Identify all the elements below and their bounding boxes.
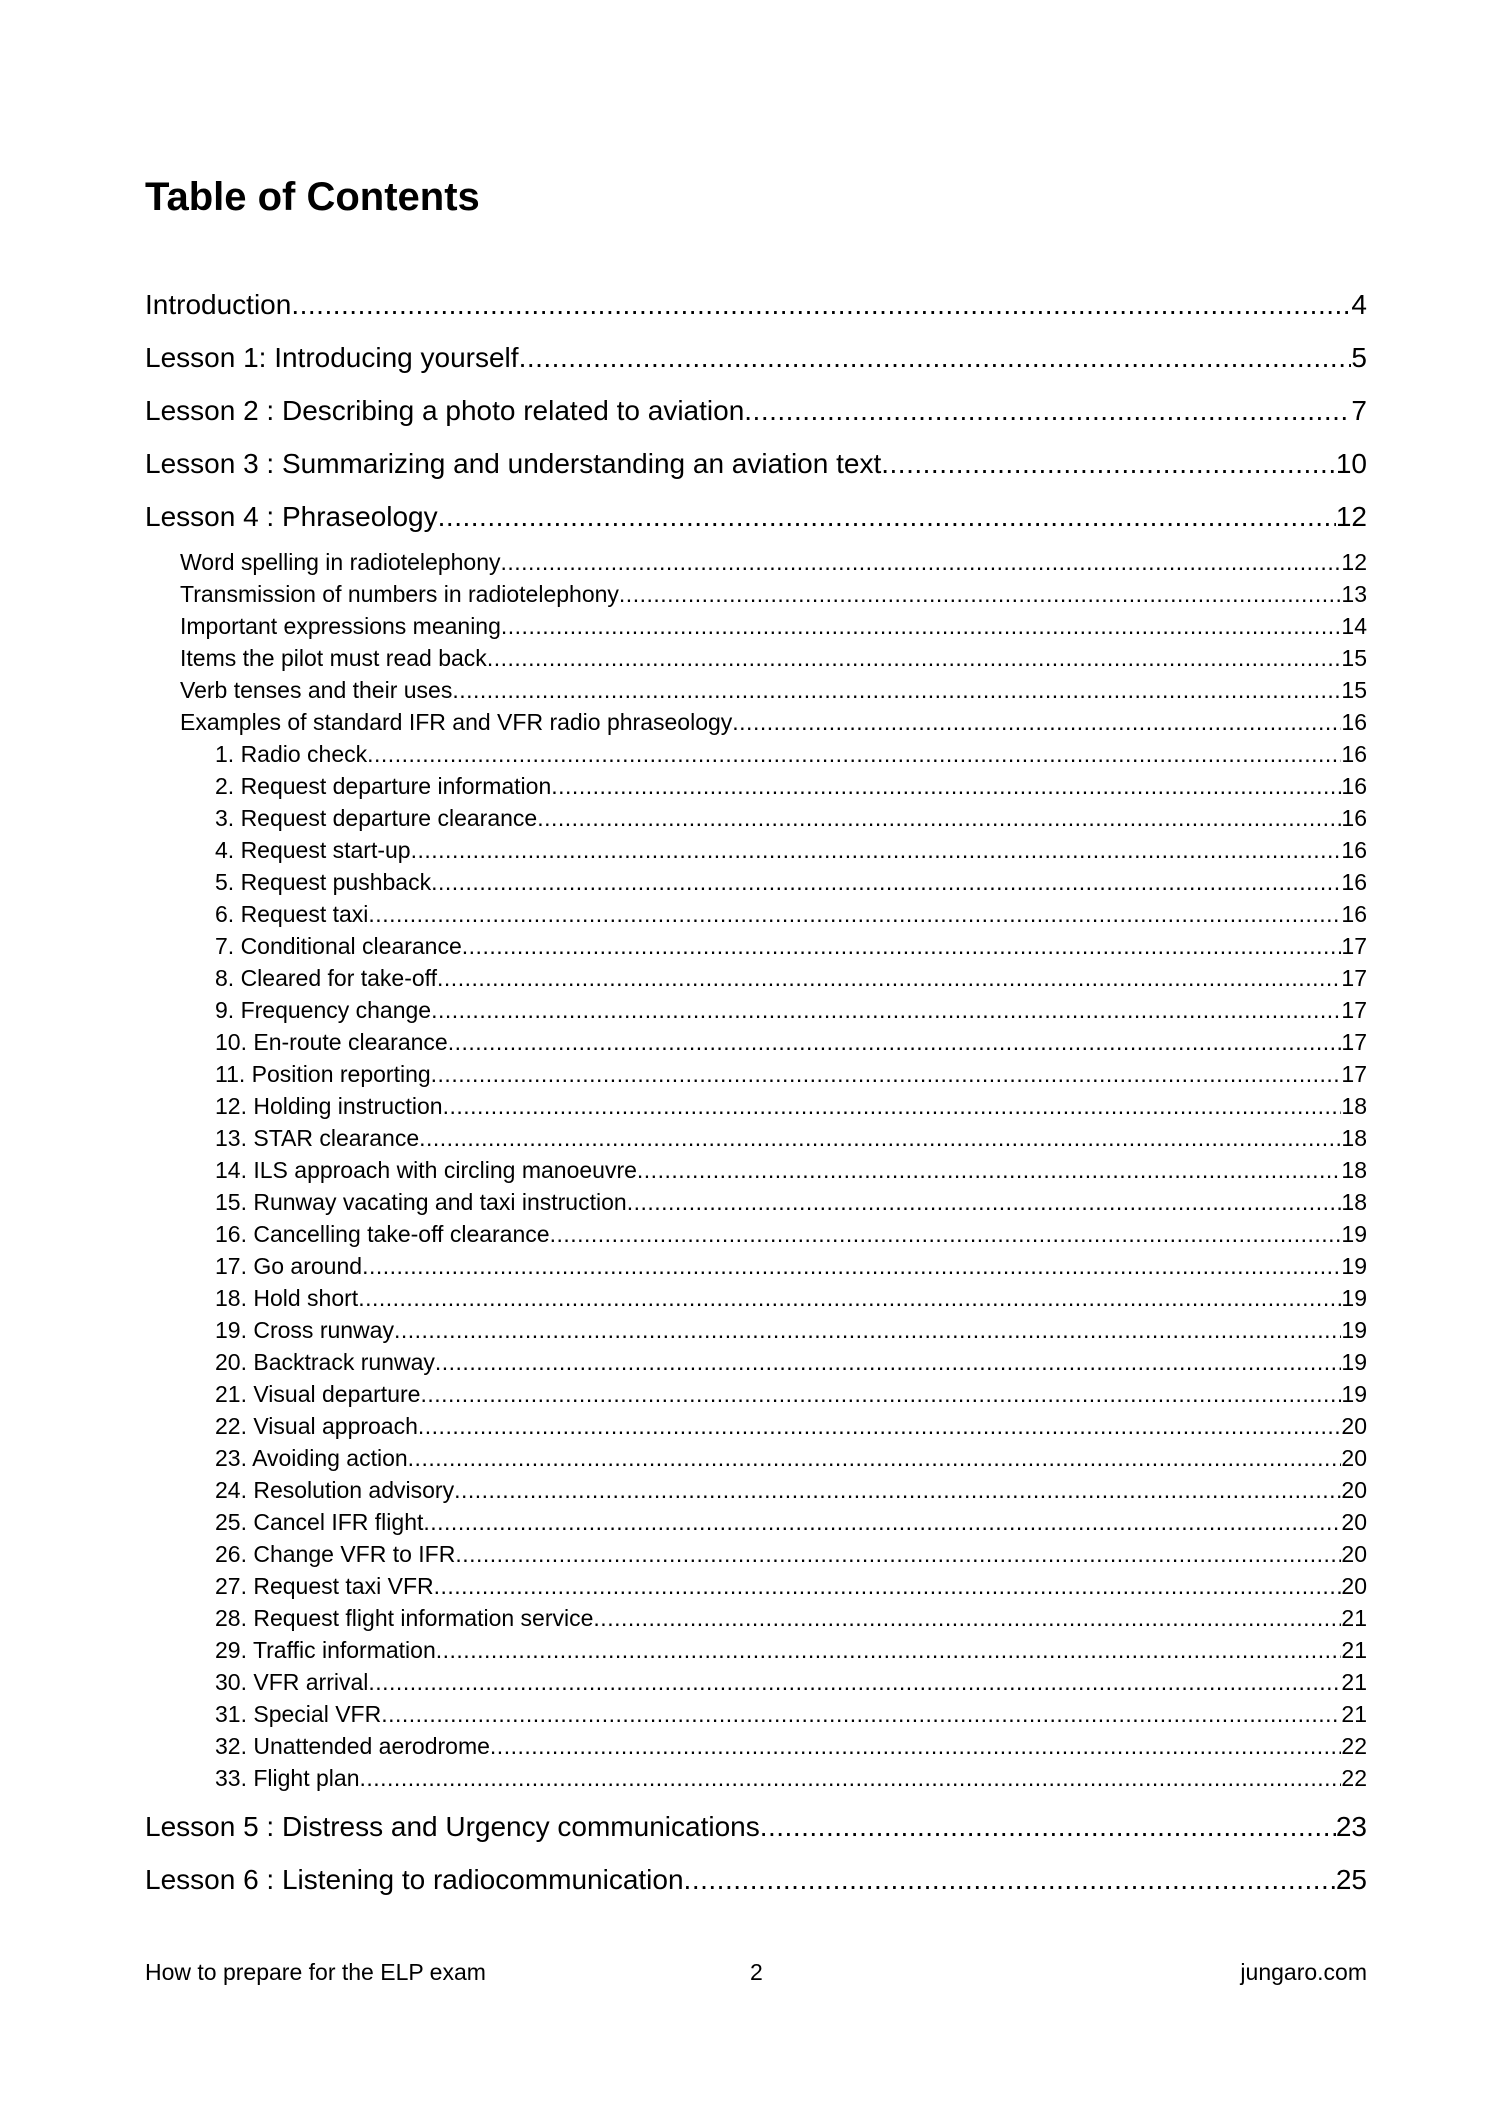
dot-leader [454,1474,1341,1506]
page-title: Table of Contents [145,175,480,219]
toc-entry-level-3[interactable] [145,1218,1367,1250]
toc-entry-label: 7. Conditional clearance [215,933,462,959]
dot-leader [551,770,1341,802]
toc-entry-label: 24. Resolution advisory [215,1477,455,1503]
dot-leader [487,642,1342,674]
toc-entry-level-3[interactable] [145,962,1367,994]
toc-entry-level-3[interactable] [145,1698,1367,1730]
toc-entry-page-number: 19 [1341,1349,1367,1375]
toc-entry-level-3[interactable] [145,866,1367,898]
toc-entry-label: 27. Request taxi VFR [215,1573,434,1599]
toc-entry-label: 6. Request taxi [215,901,369,927]
toc-entry-level-1[interactable] [145,490,1367,543]
toc-entry-level-3[interactable] [145,1634,1367,1666]
toc-entry-page-number: 21 [1341,1637,1367,1663]
dot-leader [431,994,1341,1026]
toc-entry-label: 31. Special VFR [215,1701,382,1727]
dot-leader [684,1853,1336,1906]
toc-entry-level-1[interactable] [145,1800,1367,1853]
toc-entry-page-number: 18 [1341,1093,1367,1119]
toc-entry-level-3[interactable] [145,1442,1367,1474]
toc-entry-level-1[interactable] [145,278,1367,331]
toc-entry-label: 12. Holding instruction [215,1093,443,1119]
toc-entry-level-2[interactable] [145,546,1367,578]
toc-entry-label: 3. Request departure clearance [215,805,538,831]
toc-entry-page-number: 16 [1341,869,1367,895]
toc-entry-level-3[interactable] [145,1730,1367,1762]
toc-entry-page-number: 20 [1341,1445,1367,1471]
toc-entry-label: 30. VFR arrival [215,1669,369,1695]
toc-entry-level-3[interactable] [145,1250,1367,1282]
toc-entry-level-1[interactable] [145,437,1367,490]
toc-entry-page-number: 5 [1351,342,1367,373]
footer-website: jungaro.com [1240,1959,1367,1985]
dot-leader [420,1378,1341,1410]
dot-leader [490,1730,1341,1762]
toc-entry-page-number: 20 [1341,1541,1367,1567]
toc-entry-page-number: 22 [1341,1733,1367,1759]
dot-leader [362,1250,1341,1282]
dot-leader [431,1058,1342,1090]
toc-entry-level-2[interactable] [145,706,1367,738]
table-of-contents [145,278,1367,1906]
dot-leader [434,1570,1342,1602]
toc-entry-page-number: 21 [1341,1701,1367,1727]
toc-entry-page-number: 18 [1341,1189,1367,1215]
dot-leader [452,674,1341,706]
dot-leader [411,834,1342,866]
toc-entry-level-3[interactable] [145,1090,1367,1122]
dot-leader [455,1538,1341,1570]
dot-leader [593,1602,1341,1634]
toc-entry-level-1[interactable] [145,331,1367,384]
toc-entry-page-number: 25 [1335,1864,1367,1895]
toc-entry-level-3[interactable] [145,802,1367,834]
toc-entry-level-3[interactable] [145,1186,1367,1218]
toc-entry-page-number: 17 [1341,1029,1367,1055]
toc-entry-page-number: 12 [1335,501,1367,532]
toc-entry-level-3[interactable] [145,930,1367,962]
toc-entry-page-number: 21 [1341,1669,1367,1695]
toc-entry-page-number: 19 [1341,1317,1367,1343]
toc-entry-label: 19. Cross runway [215,1317,394,1343]
toc-entry-label: Lesson 4 : Phraseology [145,501,438,532]
toc-entry-level-3[interactable] [145,1154,1367,1186]
toc-entry-label: 4. Request start-up [215,837,411,863]
toc-entry-label: 29. Traffic information [215,1637,436,1663]
dot-leader [408,1442,1342,1474]
dot-leader [519,331,1352,384]
dot-leader [627,1186,1342,1218]
dot-leader [443,1090,1342,1122]
toc-entry-level-3[interactable] [145,1474,1367,1506]
dot-leader [501,610,1342,642]
toc-entry-level-3[interactable] [145,994,1367,1026]
toc-entry-level-2[interactable] [145,674,1367,706]
toc-entry-label: 15. Runway vacating and taxi instruction [215,1189,627,1215]
toc-entry-label: 32. Unattended aerodrome [215,1733,490,1759]
toc-entry-page-number: 16 [1341,901,1367,927]
toc-entry-label: 28. Request flight information service [215,1605,594,1631]
dot-leader [394,1314,1341,1346]
toc-entry-page-number: 18 [1341,1125,1367,1151]
dot-leader [550,1218,1342,1250]
toc-entry-level-3[interactable] [145,1506,1367,1538]
dot-leader [423,1506,1341,1538]
toc-entry-level-3[interactable] [145,1762,1367,1794]
toc-entry-label: 17. Go around [215,1253,363,1279]
toc-entry-label: 1. Radio check [215,741,368,767]
toc-entry-level-3[interactable] [145,1282,1367,1314]
toc-entry-label: 33. Flight plan [215,1765,360,1791]
dot-leader [368,1666,1341,1698]
toc-entry-label: 11. Position reporting [215,1061,431,1087]
toc-entry-label: Lesson 3 : Summarizing and understanding an aviation text [145,448,882,479]
toc-entry-level-3[interactable] [145,1346,1367,1378]
toc-entry-page-number: 17 [1341,997,1367,1023]
footer-document-title: How to prepare for the ELP exam [145,1959,486,1985]
toc-entry-label: 18. Hold short [215,1285,359,1311]
dot-leader [367,738,1341,770]
toc-entry-level-2[interactable] [145,610,1367,642]
dot-leader [419,1122,1341,1154]
dot-leader [291,278,1351,331]
toc-entry-page-number: 20 [1341,1573,1367,1599]
toc-entry-page-number: 4 [1351,289,1367,320]
toc-entry-level-3[interactable] [145,1602,1367,1634]
toc-entry-label: 2. Request departure information [215,773,552,799]
dot-leader [438,490,1336,543]
toc-entry-label: 21. Visual departure [215,1381,421,1407]
toc-entry-page-number: 14 [1341,613,1367,639]
dot-leader [537,802,1341,834]
toc-entry-level-3[interactable] [145,1570,1367,1602]
toc-entry-page-number: 19 [1341,1221,1367,1247]
toc-entry-level-1[interactable] [145,384,1367,437]
dot-leader [462,930,1342,962]
toc-entry-level-1[interactable] [145,1853,1367,1906]
toc-entry-page-number: 13 [1341,581,1367,607]
dot-leader [381,1698,1341,1730]
toc-entry-page-number: 19 [1341,1253,1367,1279]
toc-entry-page-number: 16 [1341,741,1367,767]
toc-entry-label: Introduction [145,289,292,320]
toc-entry-page-number: 23 [1335,1811,1367,1842]
toc-entry-level-3[interactable] [145,834,1367,866]
toc-entry-level-2[interactable] [145,642,1367,674]
toc-entry-page-number: 17 [1341,965,1367,991]
toc-entry-page-number: 16 [1341,805,1367,831]
footer-page-number: 2 [750,1959,763,1985]
dot-leader [358,1282,1341,1314]
dot-leader [435,1346,1342,1378]
dot-leader [501,546,1342,578]
toc-entry-label: Verb tenses and their uses [180,677,453,703]
toc-entry-label: 8. Cleared for take-off [215,965,438,991]
toc-entry-page-number: 16 [1341,709,1367,735]
dot-leader [760,1800,1336,1853]
toc-entry-label: 20. Backtrack runway [215,1349,435,1375]
dot-leader [619,578,1341,610]
toc-entry-page-number: 15 [1341,645,1367,671]
toc-entry-label: 5. Request pushback [215,869,432,895]
toc-entry-level-3[interactable] [145,1058,1367,1090]
toc-entry-page-number: 21 [1341,1605,1367,1631]
toc-entry-level-3[interactable] [145,898,1367,930]
toc-entry-page-number: 19 [1341,1285,1367,1311]
toc-entry-label: 16. Cancelling take-off clearance [215,1221,550,1247]
dot-leader [881,437,1336,490]
toc-entry-label: Examples of standard IFR and VFR radio phraseology [180,709,733,735]
dot-leader [368,898,1341,930]
toc-entry-label: Word spelling in radiotelephony [180,549,501,575]
toc-entry-page-number: 20 [1341,1413,1367,1439]
toc-entry-level-3[interactable] [145,1122,1367,1154]
toc-entry-label: 10. En-route clearance [215,1029,448,1055]
toc-entry-page-number: 20 [1341,1509,1367,1535]
toc-entry-page-number: 16 [1341,837,1367,863]
toc-entry-label: 22. Visual approach [215,1413,418,1439]
toc-entry-label: Transmission of numbers in radiotelephony [180,581,619,607]
dot-leader [359,1762,1341,1794]
dot-leader [431,866,1341,898]
toc-entry-page-number: 17 [1341,933,1367,959]
toc-entry-level-3[interactable] [145,1378,1367,1410]
toc-entry-label: 14. ILS approach with circling manoeuvre [215,1157,637,1183]
toc-entry-label: 13. STAR clearance [215,1125,420,1151]
toc-entry-label: Lesson 5 : Distress and Urgency communications [145,1811,760,1842]
toc-entry-page-number: 7 [1351,395,1367,426]
dot-leader [448,1026,1342,1058]
toc-entry-page-number: 16 [1341,773,1367,799]
toc-entry-page-number: 15 [1341,677,1367,703]
toc-entry-level-3[interactable] [145,738,1367,770]
page-footer [145,1957,1367,1987]
dot-leader [437,962,1341,994]
toc-entry-level-3[interactable] [145,1538,1367,1570]
toc-entry-label: 26. Change VFR to IFR [215,1541,456,1567]
toc-entry-page-number: 20 [1341,1477,1367,1503]
toc-entry-page-number: 17 [1341,1061,1367,1087]
toc-entry-page-number: 10 [1335,448,1367,479]
dot-leader [436,1634,1342,1666]
toc-entry-level-3[interactable] [145,1666,1367,1698]
toc-entry-label: Important expressions meaning [180,613,501,639]
toc-entry-level-3[interactable] [145,1026,1367,1058]
toc-entry-level-3[interactable] [145,1314,1367,1346]
toc-entry-label: 9. Frequency change [215,997,432,1023]
toc-entry-level-2[interactable] [145,578,1367,610]
dot-leader [637,1154,1342,1186]
toc-entry-label: Items the pilot must read back [180,645,487,671]
toc-entry-level-3[interactable] [145,770,1367,802]
toc-entry-label: Lesson 1: Introducing yourself [145,342,519,373]
toc-entry-label: Lesson 6 : Listening to radiocommunication [145,1864,684,1895]
dot-leader [744,384,1351,437]
toc-entry-page-number: 19 [1341,1381,1367,1407]
toc-entry-label: Lesson 2 : Describing a photo related to aviation [145,395,745,426]
toc-entry-page-number: 22 [1341,1765,1367,1791]
toc-entry-page-number: 18 [1341,1157,1367,1183]
toc-entry-page-number: 12 [1341,549,1367,575]
toc-entry-label: 25. Cancel IFR flight [215,1509,424,1535]
toc-entry-label: 23. Avoiding action [215,1445,408,1471]
toc-entry-level-3[interactable] [145,1410,1367,1442]
dot-leader [418,1410,1342,1442]
dot-leader [732,706,1341,738]
